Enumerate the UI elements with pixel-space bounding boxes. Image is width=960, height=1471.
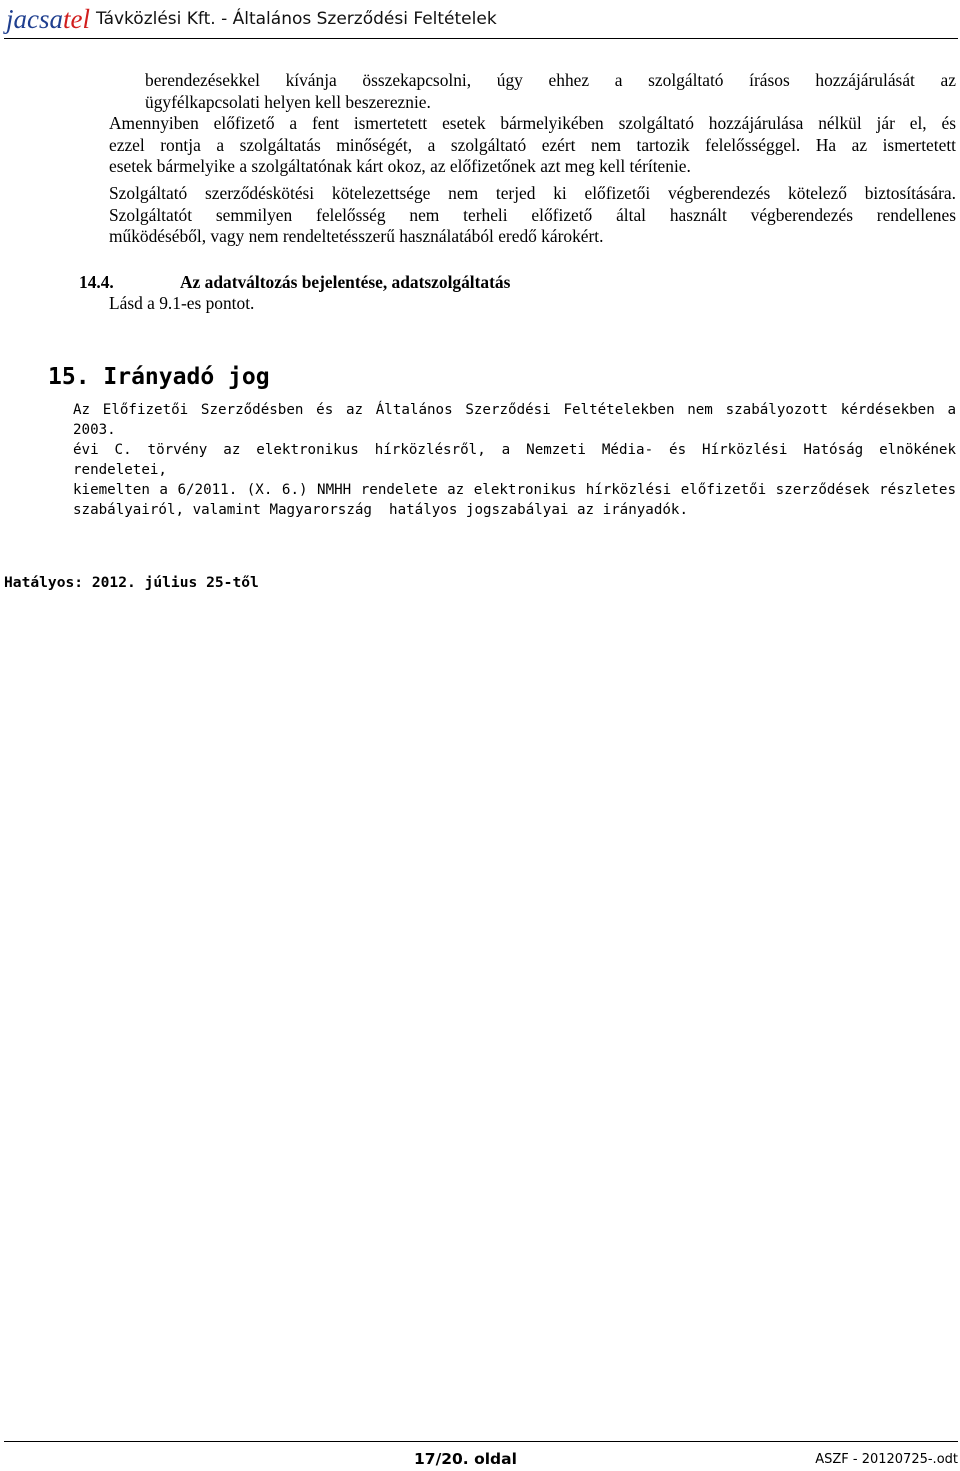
text-line: ezzel rontja a szolgáltatás minőségét, a szolgáltató ezért nem tartozik felelősséggel. Ha az ismertetett	[109, 134, 956, 155]
paragraph-liability-quality	[109, 113, 956, 178]
text-line: berendezésekkel kívánja összekapcsolni, úgy ehhez a szolgáltató írásos hozzájárulását az	[145, 70, 956, 90]
document-title: Távközlési Kft. - Általános Szerződési Feltételek	[96, 9, 497, 29]
logo-text-jacsa: jacsa	[6, 4, 63, 34]
text-line: szabályairól, valamint Magyarország hatályos jogszabályai az irányadók.	[73, 502, 688, 518]
paragraph-terminal-equipment	[109, 183, 956, 248]
page-header	[4, 2, 958, 39]
section-title-14-4: Az adatváltozás bejelentése, adatszolgáltatás	[180, 272, 511, 292]
logo-text-tel: tel	[63, 4, 90, 34]
page-number: 17/20. oldal	[414, 1450, 517, 1468]
section-number-14-4: 14.4.	[79, 272, 114, 292]
document-id: ASZF - 20120725-.odt	[815, 1452, 958, 1467]
text-line: esetek bármelyike a szolgáltatónak kárt okoz, az előfizetőnek azt meg kell térítenie.	[109, 156, 691, 176]
footer-divider	[4, 1441, 958, 1442]
text-line: Szolgáltatót semmilyen felelősség nem terheli előfizető által használt végberendezés rendellenes	[109, 204, 956, 225]
text-line: kiemelten a 6/2011. (X. 6.) NMHH rendelete az elektronikus hírközlési előfizetői szerződések részletes	[73, 482, 956, 498]
text-line: ügyfélkapcsolati helyen kell beszereznie.	[145, 91, 431, 112]
text-line: Amennyiben előfizető a fent ismertetett esetek bármelyikében szolgáltató hozzájárulása nélkül jár el, és	[109, 113, 956, 133]
text-line: működéséből, vagy nem rendeltetésszerű használatából eredő károkért.	[109, 226, 604, 246]
text-line: évi C. törvény az elektronikus hírközlésről, a Nemzeti Média- és Hírközlési Hatóság elnökének rendeletei,	[73, 442, 956, 478]
text-line: Az Előfizetői Szerződésben és az Általános Szerződési Feltételekben nem szabályozott kérdésekben a 2003.	[73, 402, 956, 438]
paragraph-governing-law	[73, 400, 956, 520]
effective-date: Hatályos: 2012. július 25-től	[4, 574, 259, 591]
text-line: Szolgáltató szerződéskötési kötelezettsége nem terjed ki előfizetői végberendezés kötelező biztosítására.	[109, 183, 956, 203]
section-heading-15: 15. Irányadó jog	[48, 364, 270, 390]
section-text-14-4: Lásd a 9.1-es pontot.	[109, 293, 255, 313]
paragraph-equipment-connection	[145, 70, 956, 113]
company-logo	[6, 2, 90, 36]
